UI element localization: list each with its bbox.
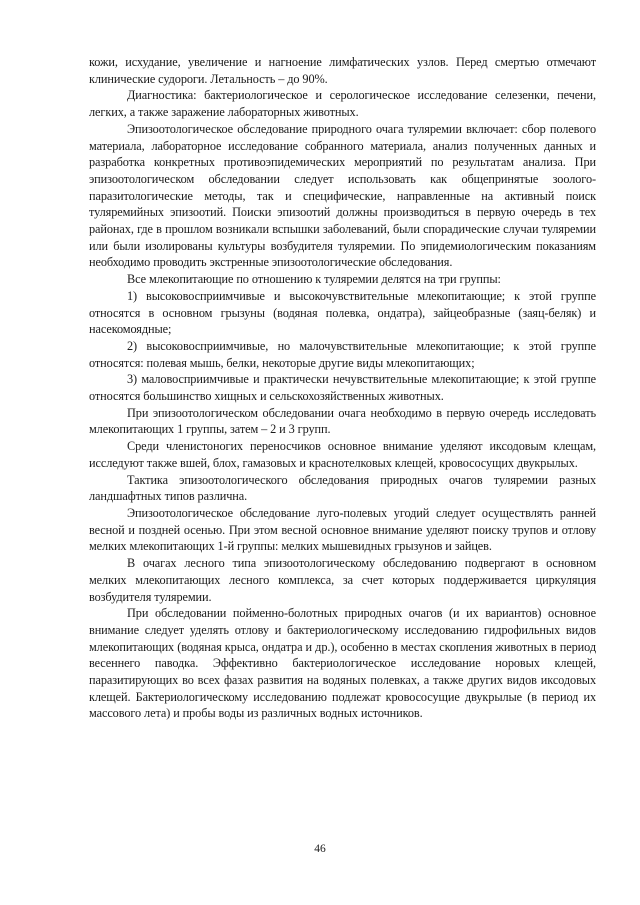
paragraph-continuation: кожи, исхудание, увеличение и нагноение лимфатических узлов. Перед смертью отмечают клинические судороги. Летальность – до 90%. bbox=[89, 55, 596, 86]
page-number: 46 bbox=[314, 843, 326, 855]
paragraph-group-2: 2) высоковосприимчивые, но малочувствительные млекопитающие; к этой группе относятся: полевая мышь, белки, некоторые другие виды млекопитающих; bbox=[89, 338, 596, 370]
paragraph-meadow-field: Эпизоотологическое обследование луго-полевых угодий следует осуществлять ранней весной и поздней осенью. При этом весной основное внимание уделяют поиску трупов и отлову мелких млекопитающих 1-й группы: мелких мышевидных грызунов и зайцев. bbox=[89, 505, 596, 554]
paragraph-group-1: 1) высоковосприимчивые и высокочувствительные млекопитающие; к этой группе относятся в основном грызуны (водяная полевка, ондатра), зайцеобразные (заяц-беляк) и насекомоядные; bbox=[89, 288, 596, 337]
paragraph-arthropod-vectors: Среди членистоногих переносчиков основное внимание уделяют иксодовым клещам, исследуют также вшей, блох, гамазовых и краснотелковых клещей, кровососущих двукрылых. bbox=[89, 439, 596, 470]
body-text bbox=[89, 54, 596, 722]
paragraph-forest-type: В очагах лесного типа эпизоотологическому обследованию подвергают в основном мелких млекопитающих лесного комплекса, за счет которых поддерживается циркуляция возбудителя туляремии. bbox=[89, 556, 596, 604]
paragraph-mammal-groups-intro: Все млекопитающие по отношению к туляремии делятся на три группы: bbox=[127, 272, 501, 287]
paragraph-diagnostics: Диагностика: бактериологическое и серологическое исследование селезенки, печени, легких, а также заражение лабораторных животных. bbox=[89, 88, 596, 120]
paragraph-floodplain-swamp: При обследовании пойменно-болотных природных очагов (и их вариантов) основное внимание следует уделять отлову и бактериологическому исследованию гидрофильных видов млекопитающих (водяная крыса, ондатра и др.), особенно в местах скопления животных в период весеннего паводка. Эффективно бактериологическое исследование норовых клещей, паразитирующих во всех фазах развития на водяных полевках, а также других видов иксодовых клещей. Бактериологическому исследованию подлежат кровососущие двукрылые (в период их массового лета) и пробы воды из различных водных источников. bbox=[89, 606, 596, 721]
paragraph-epizootological-survey: Эпизоотологическое обследование природного очага туляремии включает: сбор полевого материала, лабораторное исследование собранного материала, анализ полученных данных и разработка конкретных противоэпидемических мероприятий по результатам анализа. При эпизоотологическом обследовании следует использовать как общепринятые зоолого-паразитологические методы, так и специфические, направленные на активный поиск туляремийных эпизоотий. Поиски эпизоотий должны производиться в первую очередь в тех районах, где в прошлом возникали вспышки заболеваний, были спорадические случаи туляремии или были изолированы культуры возбудителя туляремии. По эпидемиологическим показаниям необходимо проводить экстренные эпизоотологические обследования. bbox=[89, 121, 596, 270]
paragraph-survey-order: При эпизоотологическом обследовании очага необходимо в первую очередь исследовать млекопитающих 1 группы, затем – 2 и 3 групп. bbox=[89, 405, 596, 437]
paragraph-group-3: 3) маловосприимчивые и практически нечувствительные млекопитающие; к этой группе относятся большинство хищных и сельскохозяйственных животных. bbox=[89, 372, 596, 404]
paragraph-tactics: Тактика эпизоотологического обследования природных очагов туляремии разных ландшафтных типов различна. bbox=[89, 472, 596, 504]
